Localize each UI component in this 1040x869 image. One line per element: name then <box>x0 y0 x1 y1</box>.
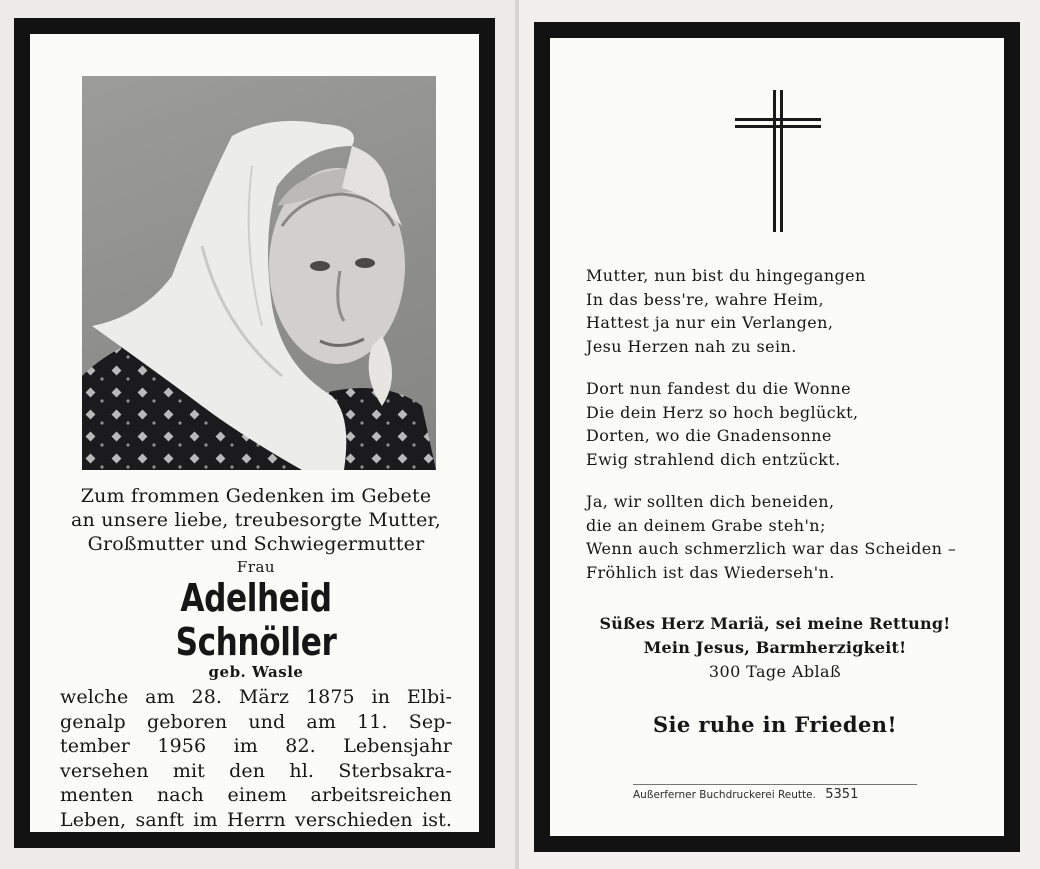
poem-line: Die dein Herz so hoch beglückt, <box>586 402 859 422</box>
intro-line: an unsere liebe, treubesorgte Mutter, <box>71 509 441 531</box>
poem-line: In das bess're, wahre Heim, <box>586 289 824 309</box>
poem-stanza <box>586 264 986 358</box>
poem-stanza <box>586 377 986 471</box>
poem-line: Jesu Herzen nah zu sein. <box>586 336 797 356</box>
poem-stanza <box>586 490 986 584</box>
poem-line: Hattest ja nur ein Verlangen, <box>586 313 834 332</box>
deceased-name: Adelheid Schnöller <box>175 576 337 664</box>
print-number: 5351 <box>825 787 859 802</box>
biography <box>60 685 452 832</box>
poem-line: Mutter, nun bist du hingegangen <box>586 266 866 285</box>
bio-line: tember 1956 im 82. Lebensjahr <box>60 735 452 757</box>
poem-line: die an deinem Grabe steh'n; <box>586 515 826 535</box>
poem-line: Wenn auch schmerzlich war das Scheiden – <box>586 539 957 558</box>
printer-divider <box>633 784 917 785</box>
prayer-block <box>580 612 970 684</box>
printer-imprint <box>633 787 919 802</box>
portrait-photo <box>82 76 436 470</box>
bio-line: genalp geboren und am 11. Sep- <box>60 710 452 733</box>
maiden-name: geb. Wasle <box>208 663 304 681</box>
poem-line: Dorten, wo die Gnadensonne <box>586 426 832 445</box>
poem-line: Dort nun fandest du die Wonne <box>586 379 852 398</box>
portrait-illustration <box>82 76 436 470</box>
poem-line: Ja, wir sollten dich beneiden, <box>586 492 835 511</box>
indulgence-note: 300 Tage Ablaß <box>708 662 842 681</box>
intro-line: Großmutter und Schwiegermutter <box>87 533 425 555</box>
bio-line: menten nach einem arbeitsreichen <box>60 784 452 806</box>
bio-line: versehen mit den hl. Sterbsakra- <box>60 759 452 782</box>
bio-line: Leben, sanft im Herrn verschieden ist. <box>60 808 452 831</box>
printer-name: Außerferner Buchdruckerei Reutte. <box>633 789 816 801</box>
prayer-line: Süßes Herz Mariä, sei meine Rettung! <box>599 614 951 633</box>
poem-line: Fröhlich ist das Wiederseh'n. <box>586 562 835 582</box>
memorial-text <box>60 484 452 832</box>
poem-line: Ewig strahlend dich entzückt. <box>586 449 841 469</box>
bio-line: welche am 28. März 1875 in Elbi- <box>60 686 452 708</box>
prayer-line: Mein Jesus, Barmherzigkeit! <box>643 638 907 657</box>
rest-in-peace: Sie ruhe in Frieden! <box>652 712 898 737</box>
intro-line: Zum frommen Gedenken im Gebete <box>80 485 432 507</box>
memorial-poem <box>586 264 986 603</box>
cross-icon <box>735 90 821 232</box>
salutation: Frau <box>236 558 276 576</box>
memorial-intro <box>60 484 452 556</box>
